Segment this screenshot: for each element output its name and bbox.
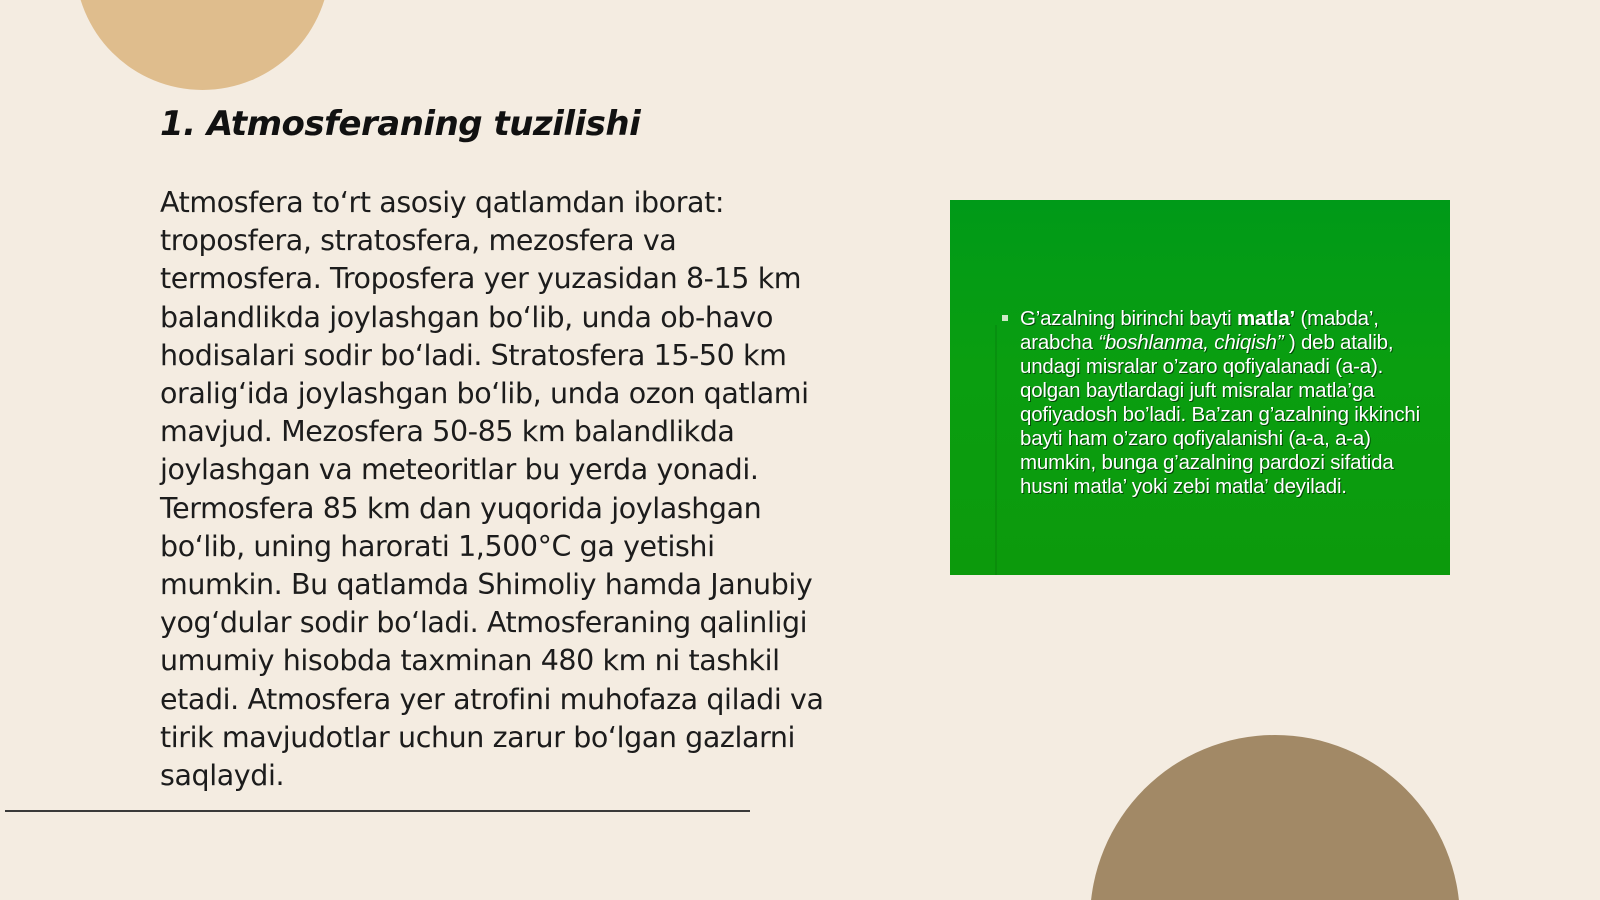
bullet-icon [1002,315,1008,321]
panel-text-part-1: G’azalning birinchi bayti [1020,307,1237,330]
slide-title: 1. Atmosferaning tuzilishi [160,104,641,144]
decorative-circle-bottom [1090,735,1460,900]
panel-bullet-item [1002,307,1427,499]
divider-line [5,810,750,812]
panel-text-part-3: ) deb atalib, undagi misralar o’zaro qofiyalanadi (a-a). qolgan baytlardagi juft misralar matla’ga qofiyadosh bo’ladi. Ba’zan g’azalning ikkinchi bayti ham o’zaro qofiyalanishi (a-a, a-a) mumkin, bunga g’azalning pardozi sifatida husni matla’ yoki zebi matla’ deyiladi. [1020,331,1420,498]
decorative-circle-top [75,0,330,90]
panel-text-italic: “boshlanma, chiqish” [1098,331,1284,354]
green-image-panel [950,200,1450,575]
panel-text-part-2: (mabda’, arabcha [1020,307,1379,354]
panel-shadow-bar [995,325,997,575]
panel-text-bold: matla’ [1237,307,1296,330]
panel-bullet-text [1020,307,1427,499]
slide-body-text: Atmosfera to‘rt asosiy qatlamdan iborat: troposfera, stratosfera, mezosfera va termosfera. Troposfera yer yuzasidan 8-15 km balandlikda joylashgan bo‘lib, unda ob-havo hodisalari sodir bo‘ladi. Stratosfera 15-50 km oralig‘ida joylashgan bo‘lib, unda ozon qatlami mavjud. Mezosfera 50-85 km balandlikda joylashgan va meteoritlar bu yerda yonadi. Termosfera 85 km dan yuqorida joylashgan bo‘lib, uning harorati 1,500°C ga yetishi mumkin. Bu qatlamda Shimoliy hamda Janubiy yog‘dular sodir bo‘ladi. Atmosferaning qalinligi umumiy hisobda taxminan 480 km ni tashkil etadi. Atmosfera yer atrofini muhofaza qiladi va tirik mavjudotlar uchun zarur bo‘lgan gazlarni saqlaydi. [160,186,824,793]
